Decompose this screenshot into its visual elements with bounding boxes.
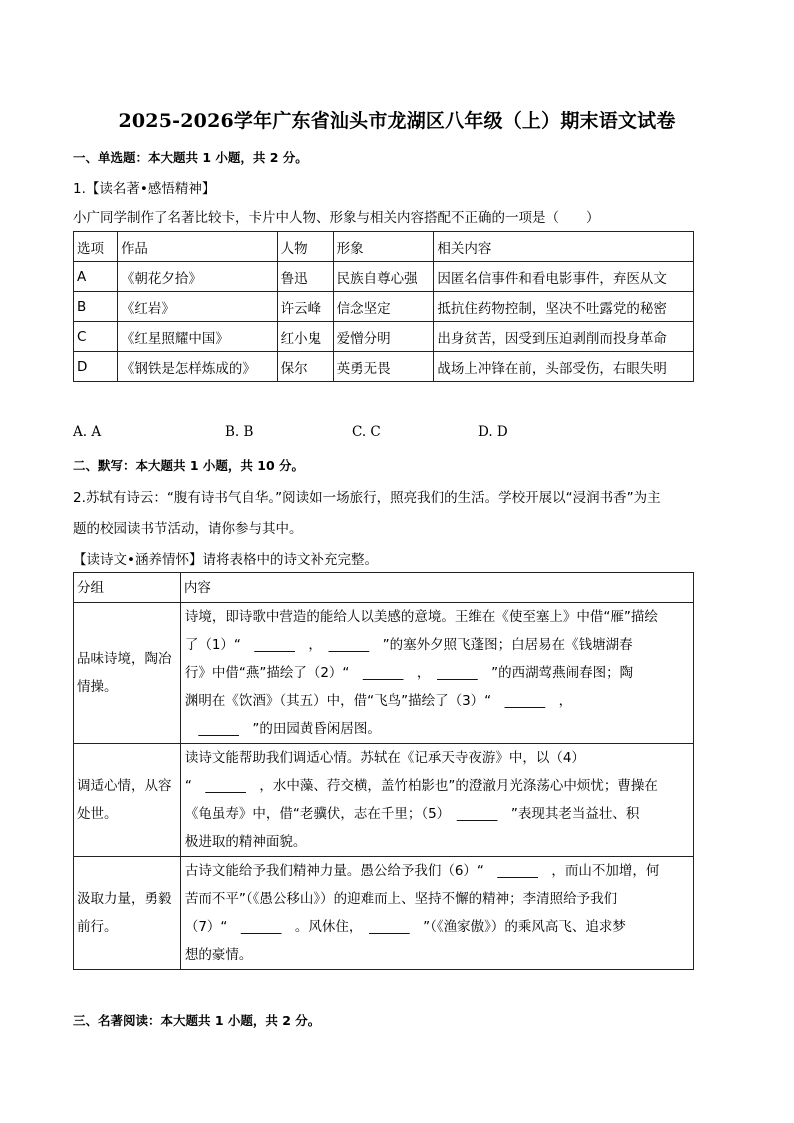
table-cell: 《钢铁是怎样炼成的》 [117,352,277,382]
q2-subheading: 【读诗文•涵养情怀】请将表格中的诗文补充完整。 [73,552,378,568]
section3-heading: 三、名著阅读：本大题共 1 小题，共 2 分。 [73,1013,321,1028]
section2-heading: 二、默写：本大题共 1 小题，共 10 分。 [73,458,305,473]
content-line: 诗境，即诗歌中营造的能给人以美感的意境。王维在《使至塞上》中借“雁”描绘 [184,609,658,625]
table-cell: 保尔 [277,352,333,382]
content-line: 极进取的精神面貌。 [184,834,307,850]
table-header-cell: 分组 [74,573,181,603]
option-b[interactable]: B. B [225,424,254,440]
q1-stem: 小广同学制作了名著比较卡，卡片中人物、形象与相关内容搭配不正确的一项是（ ） [73,210,600,226]
table-row [74,603,694,744]
content-line: 行》中借“燕”描绘了（2）“ ______ ， ______ ”的西湖莺燕闹春图；陶 [184,665,634,681]
table-cell: 英勇无畏 [333,352,434,382]
section1-heading: 一、单选题：本大题共 1 小题，共 2 分。 [73,150,308,165]
group-cell [74,744,181,857]
table-cell: 鲁迅 [277,262,333,292]
group-label-line: 处世。 [77,806,118,822]
table-header-cell: 选项 [74,232,118,262]
content-line: 古诗文能给予我们精神力量。愚公给予我们（6）“ ______ ，而山不加增，何 [184,863,660,879]
group-label-line: 情操。 [77,679,118,695]
q2-text-line: 题的校园读书节活动，请你参与其中。 [73,521,303,537]
table-header-cell: 相关内容 [434,232,694,262]
table-cell: 《朝花夕拾》 [117,262,277,292]
table-cell: 《红星照耀中国》 [117,322,277,352]
content-line: 苦而不平”（《愚公移山》）的迎难而上、坚持不懈的精神；李清照给予我们 [184,891,618,907]
table-header-cell: 内容 [180,573,693,603]
group-cell [74,857,181,970]
table-cell: C [74,322,118,352]
table-header-cell: 人物 [277,232,333,262]
group-label-line: 前行。 [77,919,118,935]
table-row [74,857,694,970]
table-row [74,262,694,292]
content-line: （7）“ ______ 。风休住， ______ ”（《渔家傲》）的乘风高飞、追求梦 [184,919,626,935]
table-header-cell: 作品 [117,232,277,262]
content-line: “ ______ ，水中藻、荇交横，盖竹柏影也”的澄澈月光涤荡心中烦忧；曹操在 [184,778,658,794]
option-c[interactable]: C. C [352,424,381,440]
q2-table [73,572,694,970]
content-cell [180,857,693,970]
table-row [74,352,694,382]
table-cell: 许云峰 [277,292,333,322]
content-line: 想的豪情。 [184,947,253,963]
group-cell [74,603,181,744]
content-line: 了（1）“ ______ ， ______ ”的塞外夕照飞蓬图；白居易在《钱塘湖春 [184,637,633,653]
table-cell: 信念坚定 [333,292,434,322]
content-cell [180,744,693,857]
option-d[interactable]: D. D [478,424,508,440]
table-row [74,292,694,322]
table-header-cell: 形象 [333,232,434,262]
table-cell: 因匿名信事件和看电影事件，弃医从文 [434,262,694,292]
table-cell: 出身贫苦，因受到压迫剥削而投身革命 [434,322,694,352]
group-label-line: 品味诗境，陶冶 [77,651,172,667]
table-cell: D [74,352,118,382]
table-cell: A [74,262,118,292]
q1-table [73,231,694,382]
content-line: 渊明在《饮酒》（其五）中，借“飞鸟”描绘了（3）“ ______ ， [184,693,573,709]
content-line: 读诗文能帮助我们调适心情。苏轼在《记承天寺夜游》中，以（4） [184,750,585,766]
table-cell: 爱憎分明 [333,322,434,352]
table-header-row [74,232,694,262]
q1-tag: 1.【读名著•感悟精神】 [73,181,216,197]
table-cell: 红小鬼 [277,322,333,352]
table-cell: 战场上冲锋在前，头部受伤，右眼失明 [434,352,694,382]
option-a[interactable]: A. A [73,424,102,440]
content-line: ______ ”的田园黄昏闲居图。 [184,721,381,737]
q1-options [73,424,593,444]
group-label-line: 汲取力量，勇毅 [77,891,172,907]
group-label-line: 调适心情，从容 [77,778,172,794]
table-cell: B [74,292,118,322]
content-cell [180,603,693,744]
table-header-row [74,573,694,603]
table-row [74,322,694,352]
content-line: 《龟虽寿》中，借“老骥伏，志在千里；（5） ______ ”表现其老当益壮、积 [184,806,640,822]
table-row [74,744,694,857]
exam-title: 2025-2026学年广东省汕头市龙湖区八年级（上）期末语文试卷 [118,110,676,132]
table-cell: 民族自尊心强 [333,262,434,292]
q2-text-line: 2.苏轼有诗云：“腹有诗书气自华。”阅读如一场旅行，照亮我们的生活。学校开展以“浸润书香”为主 [73,490,661,506]
table-cell: 抵抗住药物控制，坚决不吐露党的秘密 [434,292,694,322]
table-cell: 《红岩》 [117,292,277,322]
